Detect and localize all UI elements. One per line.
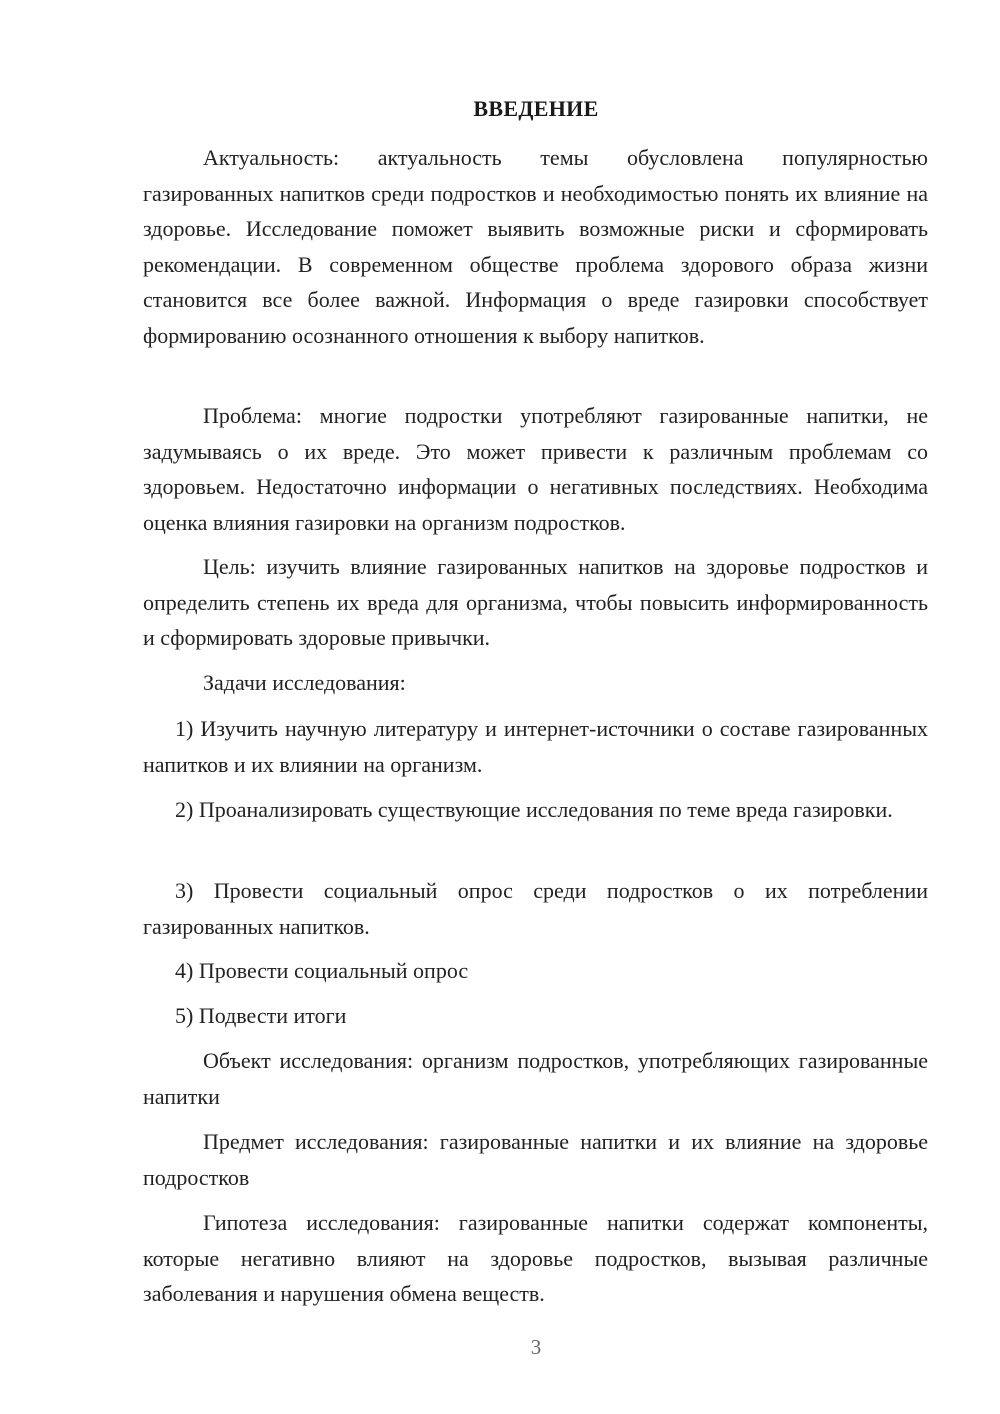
paragraph-text: Цель: изучить влияние газированных напитков на здоровье подростков и определить степень их вреда для организма, чтобы повысить информированность и сформировать здоровые привычки. xyxy=(143,554,928,650)
paragraph-text: Проблема: многие подростки употребляют газированные напитки, не задумываясь о их вреде. Это может привести к различным проблемам со здоровьем. Недостаточно информации о негативных последствиях. Необходима оценка влияния газировки на организм подростков. xyxy=(143,403,928,535)
list-item: 4) Провести социальный опрос xyxy=(175,958,469,983)
paragraph-hypothesis xyxy=(143,1205,928,1312)
paragraph-text: Объект исследования: организм подростков, употребляющих газированные напитки xyxy=(143,1048,928,1109)
list-item: 1) Изучить научную литературу и интернет-источники о составе газированных напитков и их влиянии на организм. xyxy=(143,716,928,777)
paragraph-object xyxy=(143,1043,928,1114)
paragraph-text: Актуальность: актуальность темы обусловлена популярностью газированных напитков среди подростков и необходимостью понять их влияние на здоровье. Исследование поможет выявить возможные риски и сформировать рекомендации. В современном обществе проблема здорового образа жизни становится все более важной. Информация о вреде газировки способствует формированию осознанного отношения к выбору напитков. xyxy=(143,145,928,348)
section-heading: ВВЕДЕНИЕ xyxy=(473,96,599,121)
paragraph-text: Гипотеза исследования: газированные напитки содержат компоненты, которые негативно влияют на здоровье подростков, вызывая различные заболевания и нарушения обмена веществ. xyxy=(143,1210,928,1306)
task-item-1 xyxy=(143,711,928,782)
task-item-4 xyxy=(143,953,928,989)
list-item: 3) Провести социальный опрос среди подростков о их потреблении газированных напитков. xyxy=(143,878,928,939)
paragraph-text: Предмет исследования: газированные напитки и их влияние на здоровье подростков xyxy=(143,1129,928,1190)
list-item: 5) Подвести итоги xyxy=(175,1003,347,1028)
paragraph-subject xyxy=(143,1124,928,1195)
task-item-3 xyxy=(143,873,928,944)
list-item: 2) Проанализировать существующие исследования по теме вреда газировки. xyxy=(175,797,893,822)
paragraph-problem xyxy=(143,398,928,540)
task-item-2 xyxy=(143,792,928,828)
paragraph-tasks-intro xyxy=(143,665,928,701)
task-item-5 xyxy=(143,998,928,1034)
page-number: 3 xyxy=(530,1335,542,1359)
paragraph-text: Задачи исследования: xyxy=(203,670,406,695)
paragraph-relevance xyxy=(143,140,928,353)
paragraph-goal xyxy=(143,549,928,656)
